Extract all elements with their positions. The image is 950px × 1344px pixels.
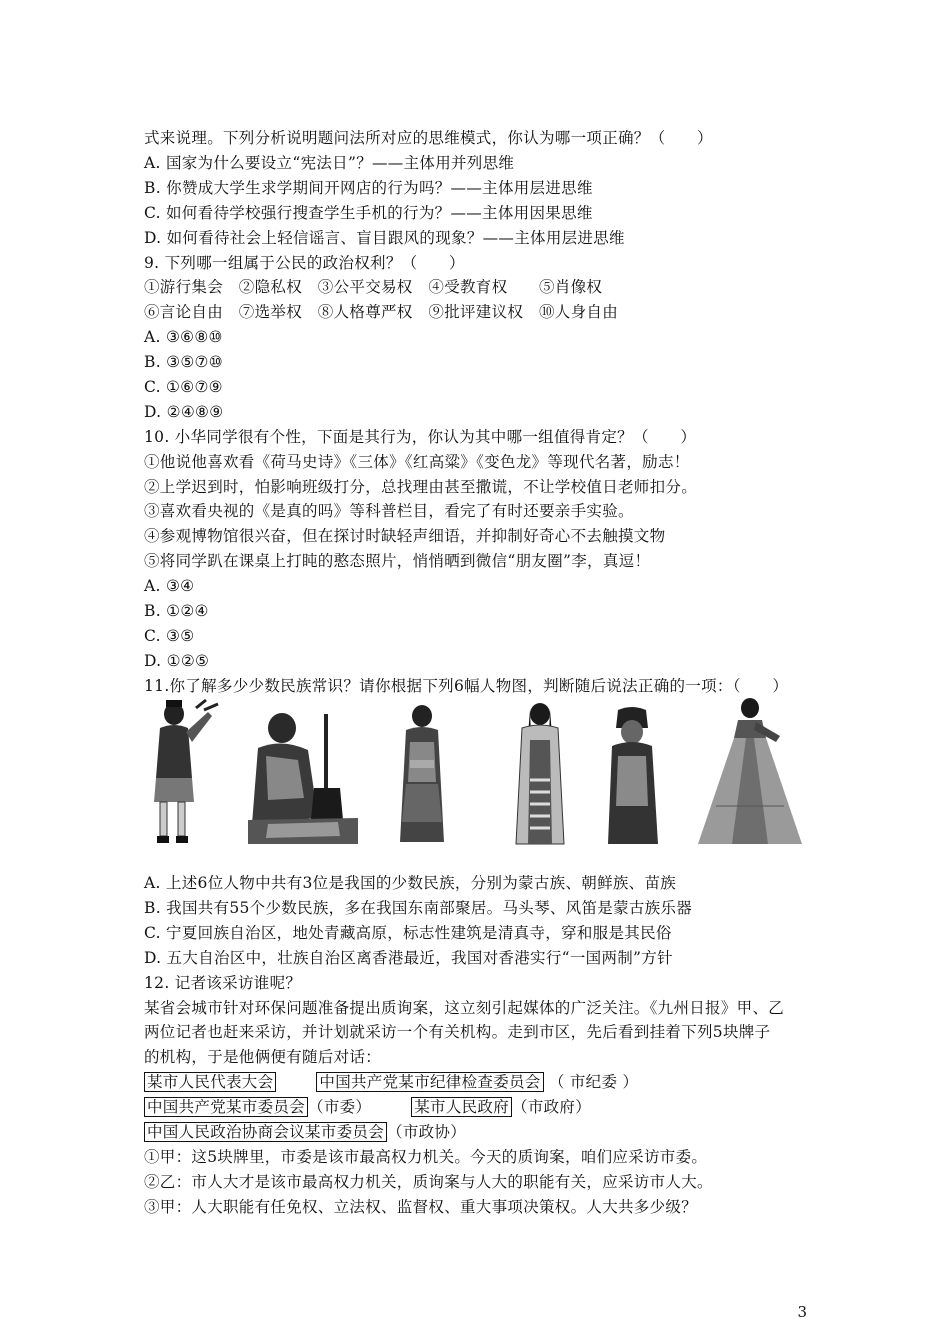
sign-row-3 — [144, 1122, 466, 1142]
figure-headwrap-woman — [602, 706, 662, 846]
sign-cppcc-note: （市政协） — [387, 1123, 467, 1141]
sign-discipline-note: （ 市纪委 ） — [548, 1073, 639, 1091]
q10-option-c: C. ③⑤ — [144, 627, 195, 645]
q8-stem-tail: 式来说理。下列分析说明题问法所对应的思维模式，你认为哪一项正确？（ ） — [144, 129, 713, 147]
figure-kimono-woman — [392, 702, 452, 846]
q9-option-b: B. ③⑤⑦⑩ — [144, 353, 223, 371]
q9-items-row1: ①游行集会 ②隐私权 ③公平交易权 ④受教育权 ⑤肖像权 — [144, 278, 603, 296]
sign-discipline-commission: 中国共产党某市纪律检查委员会 — [316, 1072, 543, 1092]
q10-option-b: B. ①②④ — [144, 602, 209, 620]
q10-statement-1: ①他说他喜欢看《荷马史诗》《三体》《红高粱》《变色龙》等现代名著，励志！ — [144, 453, 690, 471]
figure-hanbok-woman — [696, 696, 806, 846]
figure-tibetan-woman — [508, 700, 572, 846]
q9-option-a: A. ③⑥⑧⑩ — [144, 328, 223, 346]
sign-cppcc: 中国人民政治协商会议某市委员会 — [144, 1122, 387, 1142]
q10-statement-2: ②上学迟到时，怕影响班级打分，总找理由甚至撒谎，不让学校值日老师扣分。 — [144, 478, 698, 496]
q10-statement-3: ③喜欢看央视的《是真的吗》等科普栏目，看完了有时还要亲手实验。 — [144, 502, 634, 520]
q8-option-a: A. 国家为什么要设立“宪法日”？——主体用并列思维 — [144, 154, 515, 172]
sign-party-note: （市委） — [308, 1098, 372, 1116]
sign-government: 某市人民政府 — [411, 1097, 512, 1117]
q10-statement-5: ⑤将同学趴在课桌上打盹的憨态照片，悄悄晒到微信“朋友圈”李，真逗！ — [144, 552, 651, 570]
q9-option-c: C. ①⑥⑦⑨ — [144, 378, 223, 396]
q11-option-c: C. 宁夏回族自治区，地处青藏高原，标志性建筑是清真寺，穿和服是其民俗 — [144, 924, 672, 942]
sign-row-2 — [144, 1097, 591, 1117]
q12-paragraph-3: 的机构，于是他俩便有随后对话： — [144, 1048, 382, 1066]
dialogue-2: ②乙：市人大才是该市最高权力机关，质询案与人大的职能有关，应采访市人大。 — [144, 1173, 713, 1191]
page-number: 3 — [797, 1303, 807, 1321]
ethnic-figures-image — [144, 696, 809, 846]
dialogue-3: ③甲：人大职能有任免权、立法权、监督权、重大事项决策权。人大共多少级？ — [144, 1198, 698, 1216]
sign-row-1 — [144, 1072, 638, 1092]
dialogue-1: ①甲：这5块牌里，市委是该市最高权力机关。今天的质询案，咱们应采访市委。 — [144, 1148, 708, 1166]
q12-stem: 12. 记者该采访谁呢？ — [144, 974, 302, 992]
q12-paragraph-1: 某省会城市针对环保问题准备提出质询案，这立刻引起媒体的广泛关注。《九州日报》甲、乙 — [144, 999, 785, 1017]
q10-stem: 10. 小华同学很有个性，下面是其行为，你认为其中哪一组值得肯定？（ ） — [144, 428, 697, 446]
sign-government-note: （市政府） — [512, 1098, 592, 1116]
q11-stem: 11.你了解多少少数民族常识？请你根据下列6幅人物图，判断随后说法正确的一项：（ ） — [144, 677, 789, 695]
q8-option-d: D. 如何看待社会上轻信谣言、盲目跟风的现象？——主体用层进思维 — [144, 229, 625, 247]
q9-stem: 9. 下列哪一组属于公民的政治权利？（ ） — [144, 254, 465, 272]
q10-option-a: A. ③④ — [144, 577, 195, 595]
q12-paragraph-2: 两位记者也赶来采访，并计划就采访一个有关机构。走到市区，先后看到挂着下列5块牌子 — [144, 1023, 771, 1041]
q11-option-d: D. 五大自治区中，壮族自治区离香港最近，我国对香港实行“一国两制”方针 — [144, 949, 673, 967]
figure-bagpiper — [146, 698, 224, 846]
figure-morin-khuur-player — [248, 708, 360, 846]
q9-items-row2: ⑥言论自由 ⑦选举权 ⑧人格尊严权 ⑨批评建议权 ⑩人身自由 — [144, 303, 619, 321]
q8-option-b: B. 你赞成大学生求学期间开网店的行为吗？——主体用层进思维 — [144, 179, 593, 197]
q11-option-a: A. 上述6位人物中共有3位是我国的少数民族，分别为蒙古族、朝鲜族、苗族 — [144, 874, 677, 892]
sign-party-committee: 中国共产党某市委员会 — [144, 1097, 308, 1117]
q9-option-d: D. ②④⑧⑨ — [144, 403, 224, 421]
q8-option-c: C. 如何看待学校强行搜查学生手机的行为？——主体用因果思维 — [144, 204, 593, 222]
q10-option-d: D. ①②⑤ — [144, 652, 210, 670]
q10-statement-4: ④参观博物馆很兴奋，但在探讨时缺轻声细语，并抑制好奇心不去触摸文物 — [144, 527, 666, 545]
sign-people-congress: 某市人民代表大会 — [144, 1072, 276, 1092]
q11-option-b: B. 我国共有55个少数民族，多在我国东南部聚居。马头琴、风笛是蒙古族乐器 — [144, 899, 693, 917]
